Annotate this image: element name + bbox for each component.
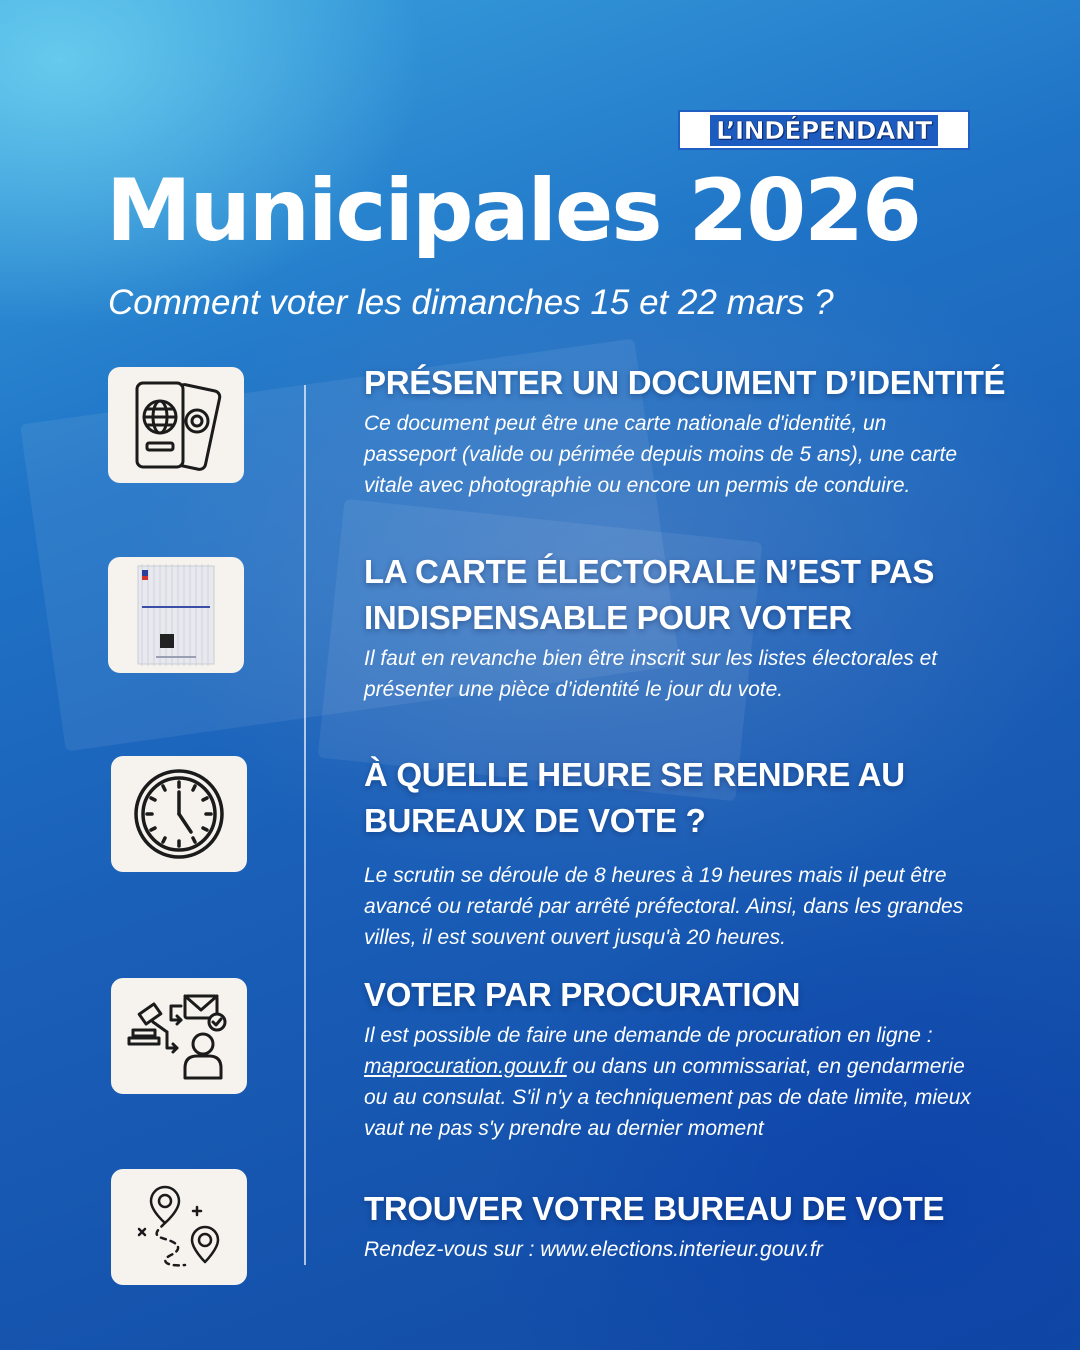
section-find-polling-station [364,1186,1044,1265]
section-body: Il faut en revanche bien être inscrit sur les listes électorales et présenter une pièce d’identité le jour du vote. [364,647,938,701]
page-subtitle: Comment voter les dimanches 15 et 22 mars ? [108,283,834,322]
passport-icon [121,375,231,475]
passport-icon-card [108,367,244,483]
section-heading: À QUELLE HEURE SE RENDRE AU BUREAUX DE VOTE ? [364,756,905,839]
proxy-vote-icon-card [111,978,247,1094]
page-title: Municipales 2026 [106,161,920,261]
section-identity-document [364,360,1044,501]
clock-icon [131,766,227,862]
section-voting-hours [364,752,1044,953]
section-heading: LA CARTE ÉLECTORALE N’EST PAS INDISPENSABLE POUR VOTER [364,553,935,636]
section-heading: TROUVER VOTRE BUREAU DE VOTE [364,1190,945,1227]
section-body: Le scrutin se déroule de 8 heures à 19 heures mais il peut être avancé ou retardé par arrêté préfectoral. Ainsi, dans les grandes villes, il est souvent ouvert jusqu'à 20 heures. [364,864,964,949]
section-body [364,1020,984,1144]
map-route-icon [127,1179,231,1275]
section-proxy-vote [364,972,1044,1144]
vertical-divider [304,385,306,1265]
section-heading: PRÉSENTER UN DOCUMENT D’IDENTITÉ [364,364,1006,401]
section-heading: VOTER PAR PROCURATION [364,976,801,1013]
brand-logo [678,110,970,150]
section-voter-card [364,549,1044,705]
clock-icon-card [111,756,247,872]
procuration-link[interactable]: maprocuration.gouv.fr [364,1055,567,1078]
section-body: Ce document peut être une carte nationale d'identité, un passeport (valide ou périmée depuis moins de 5 ans), une carte vitale avec photographie ou encore un permis de conduire. [364,412,958,497]
voter-card-icon [136,564,216,666]
section-body-text: ou dans un commissariat, en gendarmerie ou au consulat. S'il n'y a techniquement pas de date limite, mieux vaut ne pas s'y prendre au dernier moment [364,1055,971,1140]
brand-logo-text: L’INDÉPENDANT [710,115,938,146]
map-route-icon-card [111,1169,247,1285]
section-body: Rendez-vous sur : www.elections.interieur.gouv.fr [364,1238,823,1261]
section-body-text: Il est possible de faire une demande de procuration en ligne : [364,1024,933,1047]
voter-card-icon-card [108,557,244,673]
proxy-vote-icon [127,988,231,1084]
